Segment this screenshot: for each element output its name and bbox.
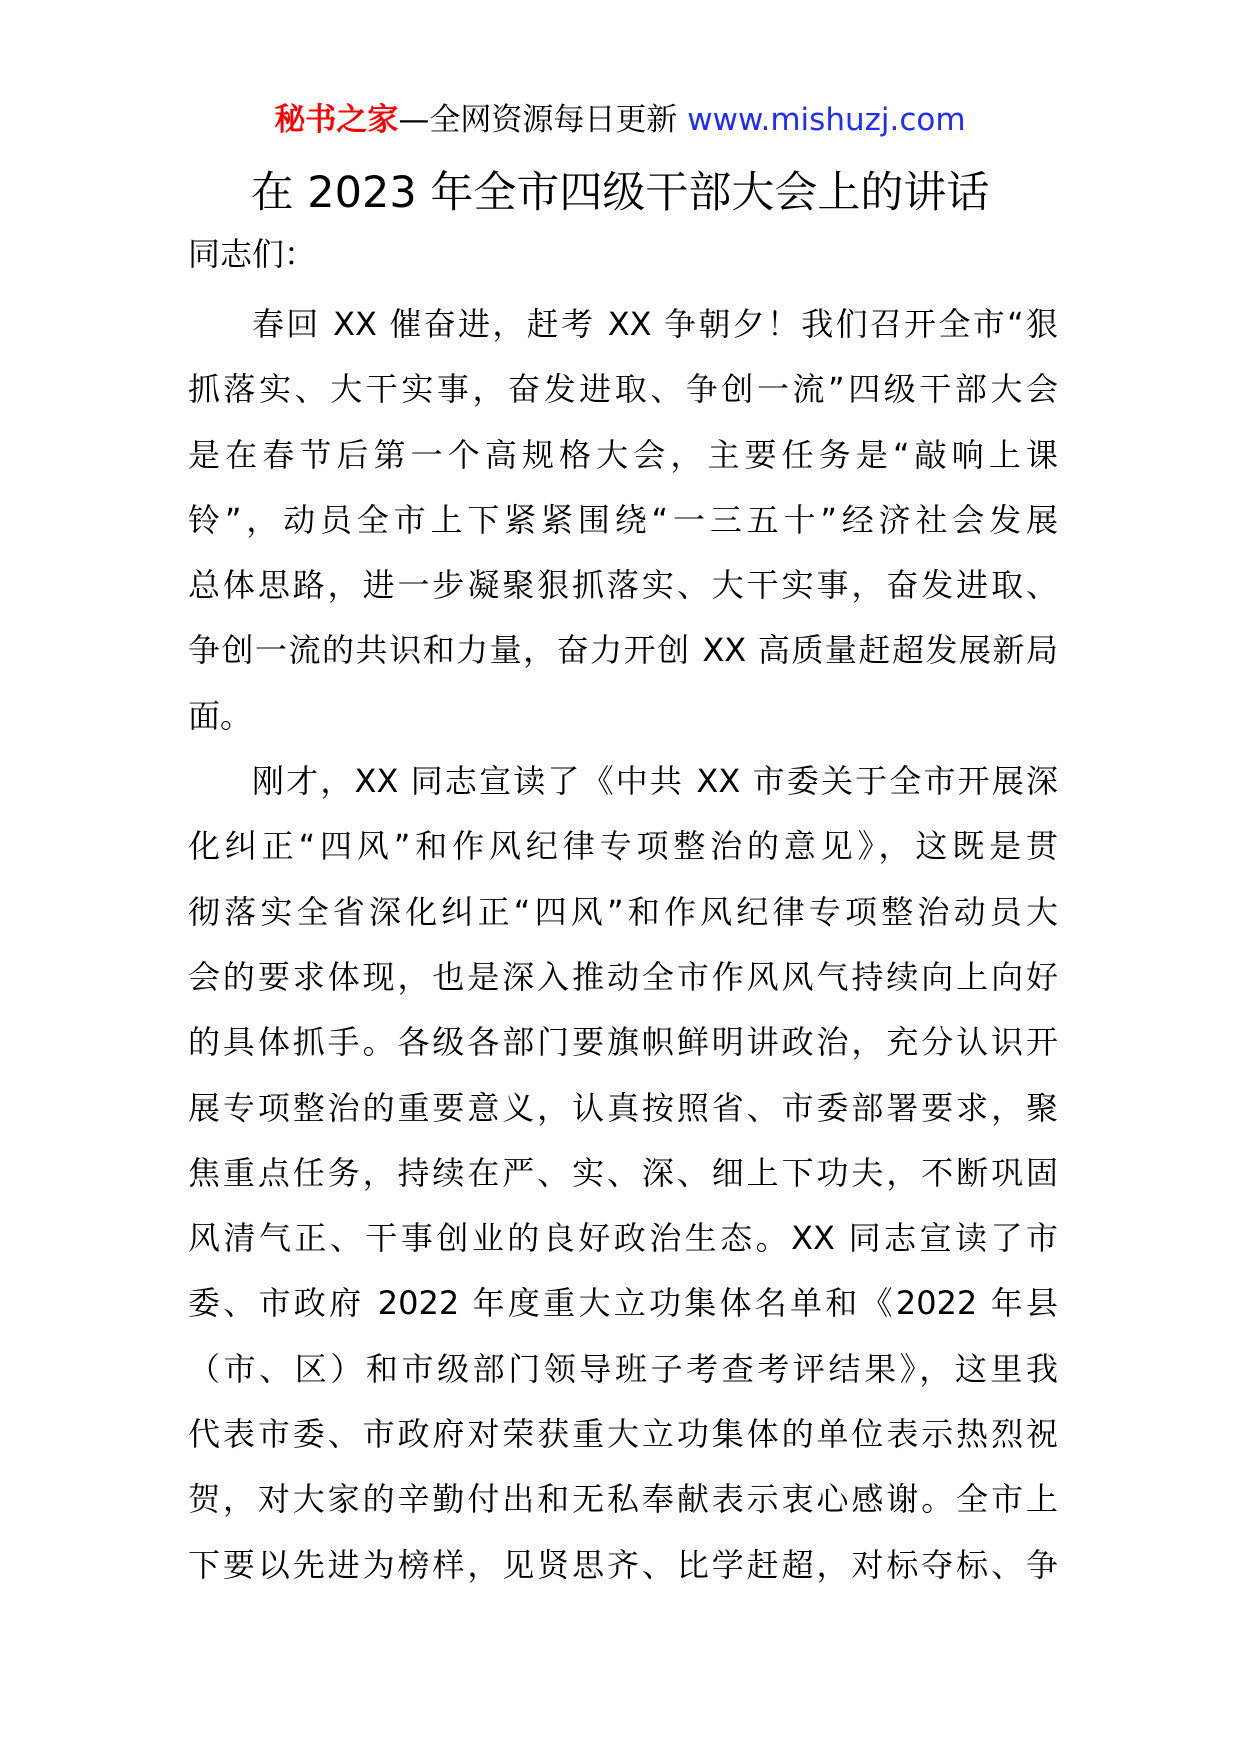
salutation: 同志们： [188,235,317,273]
paragraph-line: 铃”，动员全市上下紧紧围绕“一三五十”经济社会发展 [188,500,1058,539]
paragraph-line: 风清气正、干事创业的良好政治生态。XX 同志宣读了市 [188,1219,1058,1258]
paragraph-line: 焦重点任务，持续在严、实、深、细上下功夫，不断巩固 [188,1153,1058,1192]
paragraph-line: 代表市委、市政府对荣获重大立功集体的单位表示热烈祝 [188,1415,1058,1454]
document-title: 在 2023 年全市四级干部大会上的讲话 [250,168,990,218]
site-brand: 秘书之家 [274,102,399,138]
document-body [188,292,1058,1598]
paragraph-line: 面。 [188,696,253,735]
paragraph-line: 贺，对大家的辛勤付出和无私奉献表示衷心感谢。全市上 [188,1480,1058,1519]
paragraph-line: 彻落实全省深化纠正“四风”和作风纪律专项整治动员大 [188,892,1058,931]
paragraph-line: 是在春节后第一个高规格大会，主要任务是“敲响上课 [188,435,1058,474]
paragraph-line: 春回 XX 催奋进，赶考 XX 争朝夕！我们召开全市“狠 [252,305,1058,343]
paragraph-line: 刚才，XX 同志宣读了《中共 XX 市委关于全市开展深 [252,762,1058,801]
paragraph-line: （市、区）和市级部门领导班子考查考评结果》，这里我 [188,1349,1058,1388]
paragraph-line: 展专项整治的重要意义，认真按照省、市委部署要求，聚 [188,1088,1058,1127]
paragraph-line: 的具体抓手。各级各部门要旗帜鲜明讲政治，充分认识开 [188,1023,1058,1062]
paragraph-line: 总体思路，进一步凝聚狠抓落实、大干实事，奋发进取、 [188,566,1058,605]
paragraph-line: 会的要求体现，也是深入推动全市作风风气持续向上向好 [188,957,1058,996]
paragraph-line: 化纠正“四风”和作风纪律专项整治的意见》，这既是贯 [188,827,1058,866]
paragraph-line: 委、市政府 2022 年度重大立功集体名单和《2022 年县 [188,1284,1058,1323]
site-tagline: —全网资源每日更新 [398,102,678,138]
paragraph-line: 抓落实、大干实事，奋发进取、争创一流”四级干部大会 [188,370,1058,409]
page-header [0,98,1240,142]
paragraph-line: 下要以先进为榜样，见贤思齐、比学赶超，对标夺标、争 [188,1545,1058,1584]
paragraph-line: 争创一流的共识和力量，奋力开创 XX 高质量赶超发展新局 [188,631,1058,670]
site-url-link[interactable]: www.mishuzj.com [687,102,966,138]
